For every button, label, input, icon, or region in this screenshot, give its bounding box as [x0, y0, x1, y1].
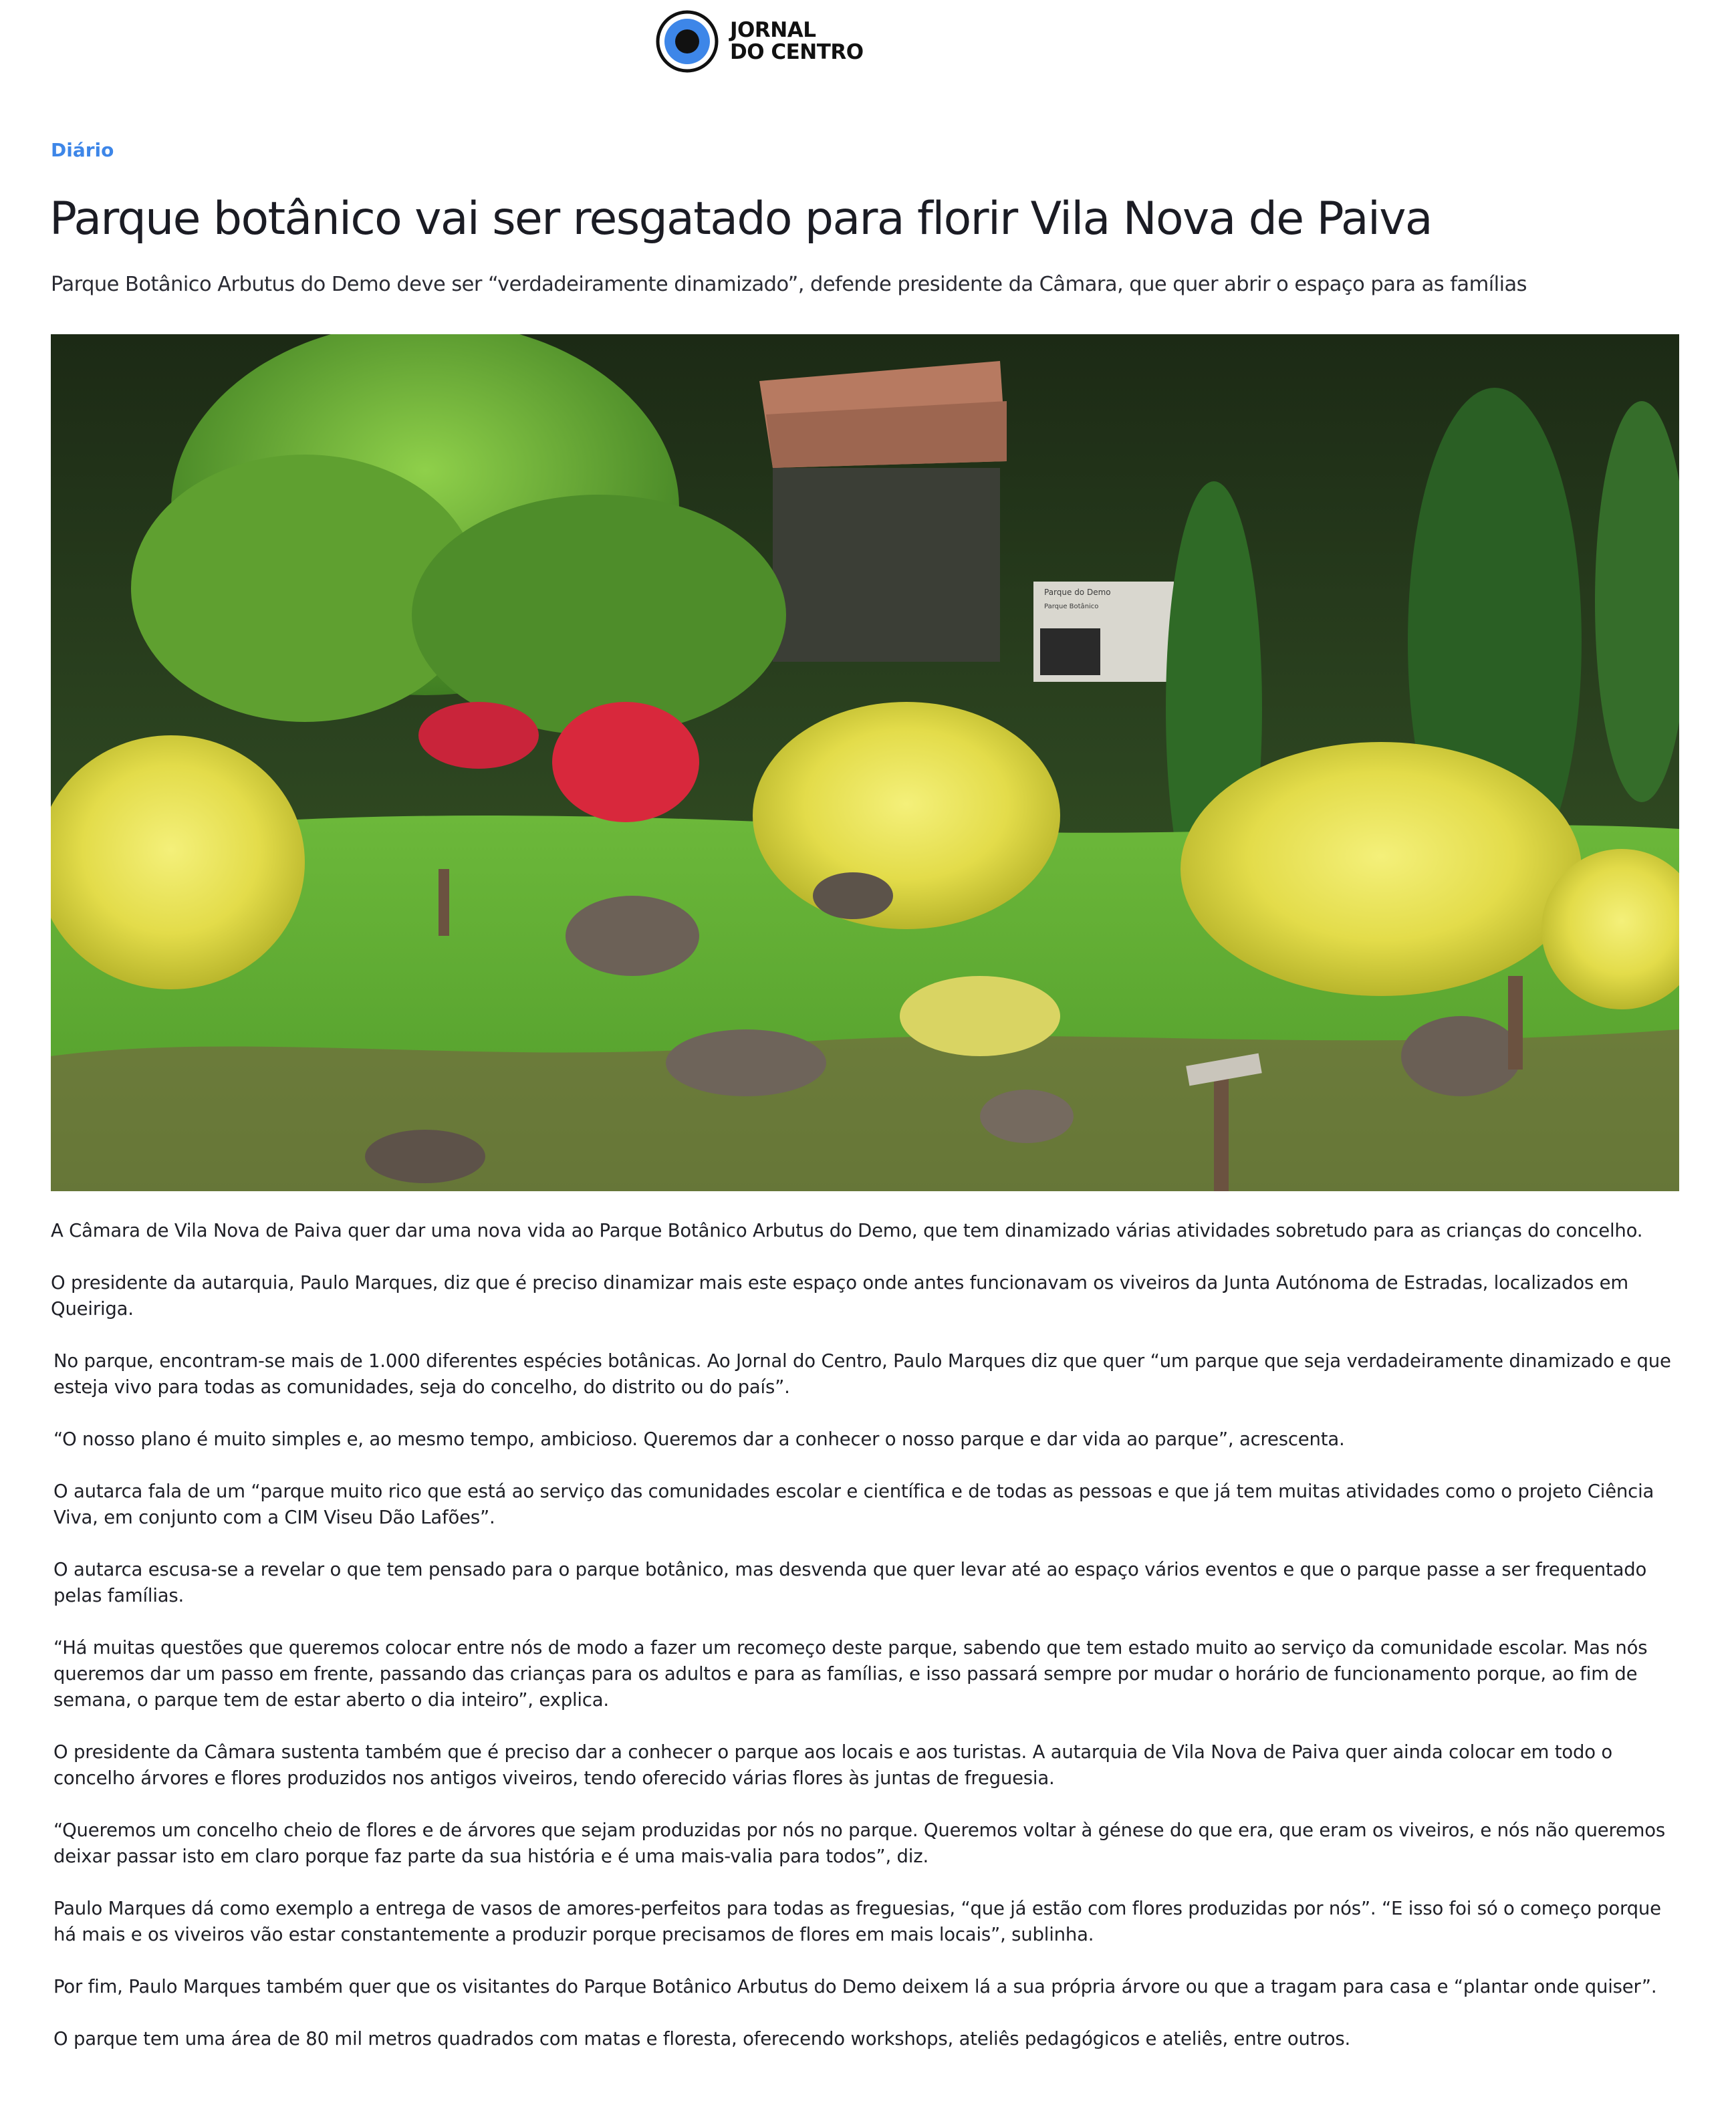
article-lead: Parque Botânico Arbutus do Demo deve ser “verdadeiramente dinamizado”, defende presidente da Câmara, que quer abrir o espaço para as famílias [51, 273, 1527, 296]
eye-circle-logo-icon [655, 9, 719, 74]
article-paragraph: A Câmara de Vila Nova de Paiva quer dar uma nova vida ao Parque Botânico Arbutus do Demo, que tem dinamizado várias atividades sobretudo para as crianças do concelho. [51, 1220, 1643, 1241]
logo-line-2: DO CENTRO [730, 40, 864, 64]
article-paragraph: “Há muitas questões que queremos colocar entre nós de modo a fazer um recomeço deste parque, sabendo que tem estado muito ao serviço da comunidade escolar. Mas nós queremos dar um passo em frente, passando das crianças para os adultos e para as famílias, e isso passará sempre por mudar o horário de funcionamento porque, ao fim de semana, o parque tem de estar aberto o dia inteiro”, explica. [53, 1637, 1648, 1711]
site-logo[interactable] [655, 9, 864, 74]
article-title: Parque botânico vai ser resgatado para florir Vila Nova de Paiva [49, 193, 1432, 245]
site-header [0, 0, 1736, 80]
article-category[interactable]: Diário [51, 139, 114, 161]
article-paragraph: Paulo Marques dá como exemplo a entrega de vasos de amores-perfeitos para todas as freguesias, “que já estão com flores produzidas por nós”. “E isso foi só o começo porque há mais e os viveiros vão estar constantemente a produzir porque precisamos de flores em mais locais”, sublinha. [53, 1898, 1661, 1945]
article-paragraph: “O nosso plano é muito simples e, ao mesmo tempo, ambicioso. Queremos dar a conhecer o nosso parque e dar vida ao parque”, acrescenta. [53, 1429, 1345, 1450]
article-photo [51, 334, 1679, 1191]
park-sign-subtext: Parque Botânico [1044, 603, 1099, 610]
park-sign-text: Parque do Demo [1044, 588, 1111, 597]
botanical-park-photo [51, 334, 1679, 1191]
article-body [51, 1218, 1686, 2078]
article-paragraph: O parque tem uma área de 80 mil metros quadrados com matas e floresta, oferecendo workshops, ateliês pedagógicos e ateliês, entre outros. [53, 2028, 1351, 2050]
article-paragraph: O presidente da autarquia, Paulo Marques, diz que é preciso dinamizar mais este espaço onde antes funcionavam os viveiros da Junta Autónoma de Estradas, localizados em Queiriga. [51, 1272, 1628, 1320]
article-paragraph: “Queremos um concelho cheio de flores e de árvores que sejam produzidas por nós no parque. Queremos voltar à génese do que era, que eram os viveiros, e nós não queremos deixar passar isto em claro porque faz parte da sua história e é uma mais-valia para todos”, diz. [53, 1820, 1665, 1867]
logo-line-1: JORNAL [730, 18, 816, 42]
article-paragraph: No parque, encontram-se mais de 1.000 diferentes espécies botânicas. Ao Jornal do Centro, Paulo Marques diz que quer “um parque que seja verdadeiramente dinamizado e que esteja vivo para todas as comunidades, seja do concelho, do distrito ou do país”. [53, 1350, 1671, 1398]
article-paragraph: O autarca escusa-se a revelar o que tem pensado para o parque botânico, mas desvenda que quer levar até ao espaço vários eventos e que o parque passe a ser frequentado pelas famílias. [53, 1559, 1647, 1606]
article-paragraph: O presidente da Câmara sustenta também que é preciso dar a conhecer o parque aos locais e aos turistas. A autarquia de Vila Nova de Paiva quer ainda colocar em todo o concelho árvores e flores produzidos nos antigos viveiros, tendo oferecido várias flores às juntas de freguesia. [53, 1741, 1613, 1789]
logo-wordmark [730, 19, 864, 64]
article-paragraph: O autarca fala de um “parque muito rico que está ao serviço das comunidades escolar e científica e de todas as pessoas e que já tem muitas atividades como o projeto Ciência Viva, em conjunto com a CIM Viseu Dão Lafões”. [53, 1481, 1654, 1528]
article-paragraph: Por fim, Paulo Marques também quer que os visitantes do Parque Botânico Arbutus do Demo deixem lá a sua própria árvore ou que a tragam para casa e “plantar onde quiser”. [53, 1976, 1657, 1997]
